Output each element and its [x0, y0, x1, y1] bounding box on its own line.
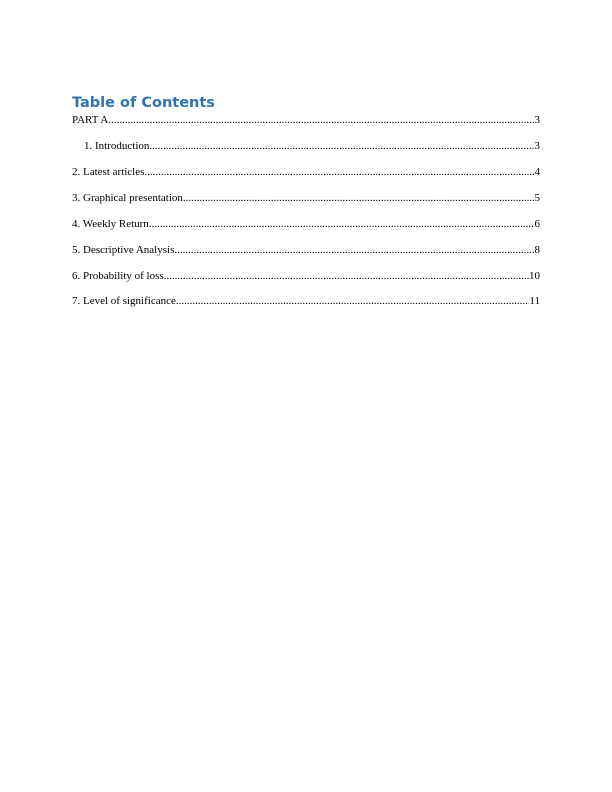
- toc-entry-graphical-presentation[interactable]: [72, 192, 540, 205]
- toc-entry-label: 4. Weekly Return: [72, 218, 149, 230]
- dot-leader: [149, 140, 534, 153]
- toc-title: Table of Contents: [72, 95, 215, 111]
- toc-entry-label: 5. Descriptive Analysis: [72, 244, 175, 256]
- toc-entry-level-of-significance[interactable]: [72, 295, 540, 308]
- toc-entry-label: 6. Probability of loss: [72, 270, 164, 282]
- toc-entry-label: 7. Level of significance: [72, 295, 176, 307]
- toc-entry-page: 3: [534, 140, 540, 152]
- toc-entry-part-a[interactable]: [72, 114, 540, 127]
- dot-leader: [183, 192, 535, 205]
- toc-entry-latest-articles[interactable]: [72, 166, 540, 179]
- dot-leader: [176, 295, 530, 308]
- toc-entry-page: 8: [534, 244, 540, 256]
- toc-entry-page: 3: [534, 114, 540, 126]
- toc-entry-label: PART A: [72, 114, 109, 126]
- toc-entry-label: 3. Graphical presentation: [72, 192, 183, 204]
- toc-entry-introduction[interactable]: [72, 140, 540, 153]
- toc-entry-page: 10: [529, 270, 540, 282]
- dot-leader: [144, 166, 534, 179]
- toc-entry-page: 11: [529, 295, 540, 307]
- toc-entry-descriptive-analysis[interactable]: [72, 244, 540, 257]
- toc-entry-label: 2. Latest articles: [72, 166, 145, 178]
- dot-leader: [164, 270, 529, 283]
- toc-entry-label: 1. Introduction: [84, 140, 150, 152]
- dot-leader: [174, 244, 534, 257]
- toc-entry-page: 4: [534, 166, 540, 178]
- toc-entry-page: 5: [534, 192, 540, 204]
- toc-entry-probability-of-loss[interactable]: [72, 270, 540, 283]
- dot-leader: [149, 218, 535, 231]
- toc-entry-page: 6: [534, 218, 540, 230]
- toc-entry-weekly-return[interactable]: [72, 218, 540, 231]
- dot-leader: [108, 114, 534, 127]
- toc-list: [72, 114, 540, 308]
